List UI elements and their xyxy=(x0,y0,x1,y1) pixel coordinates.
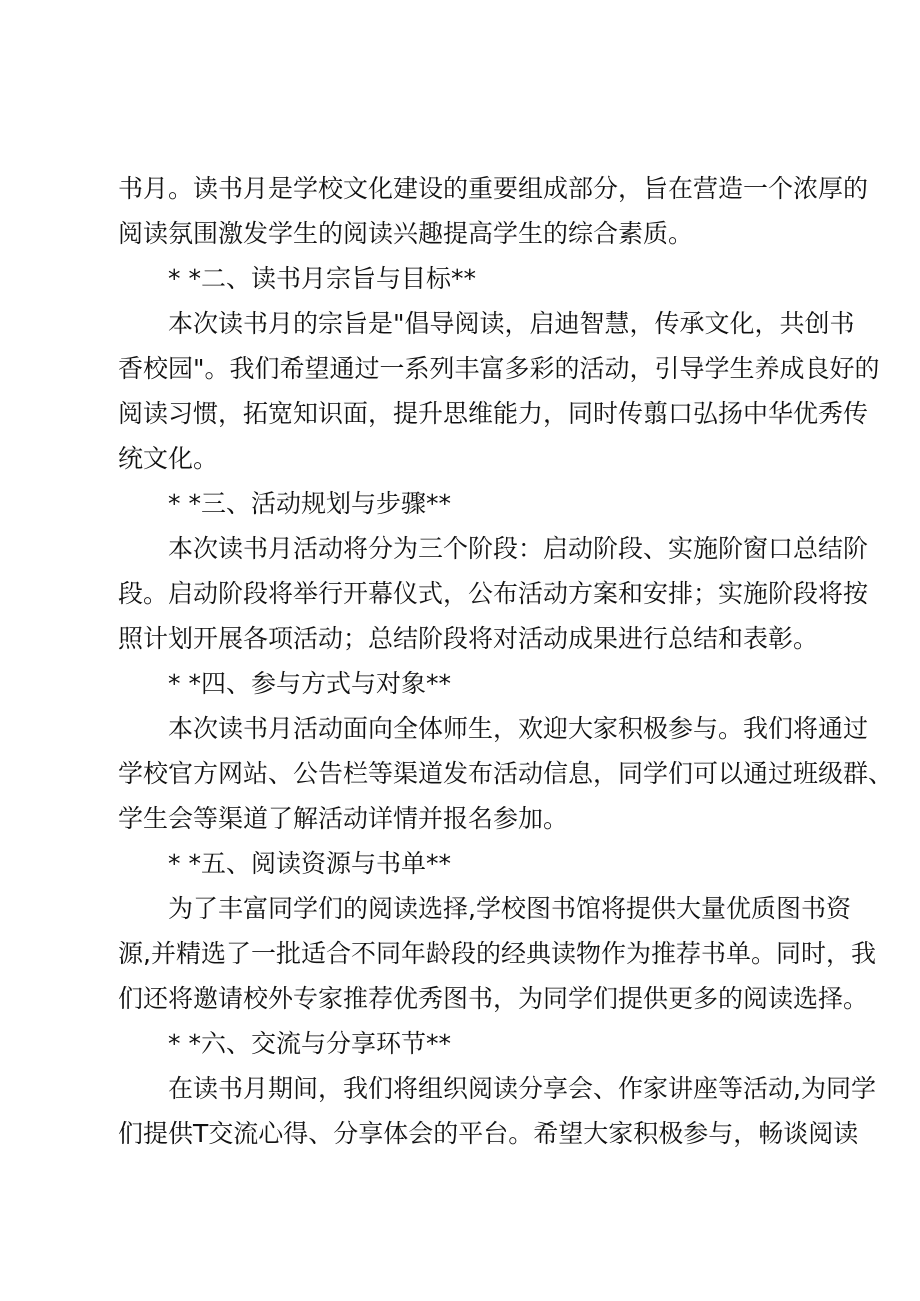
section-heading: * *五、阅读资源与书单** xyxy=(168,849,451,878)
body-line: 源,并精选了一批适合不同年龄段的经典读物作为推荐书单。同时，我 xyxy=(118,939,876,968)
paragraph-first-line: 本次读书月的宗旨是"倡导阅读，启迪智慧，传承文化，共创书 xyxy=(168,309,855,338)
section-heading: * *四、参与方式与对象** xyxy=(168,669,451,698)
paragraph-first-line: 本次读书月活动面向全体师生，欢迎大家积极参与。我们将通过 xyxy=(168,714,869,743)
body-line: 段。启动阶段将举行开幕仪式，公布活动方案和安排；实施阶段将按 xyxy=(118,579,869,608)
body-line: 学校官方网站、公告栏等渠道发布活动信息，同学们可以通过班级群、 xyxy=(118,759,894,788)
body-line: 们提供T交流心得、分享体会的平台。希望大家积极参与，畅谈阅读 xyxy=(118,1119,859,1148)
body-line: 学生会等渠道了解活动详情并报名参加。 xyxy=(118,804,569,833)
body-line: 书月。读书月是学校文化建设的重要组成部分，旨在营造一个浓厚的 xyxy=(118,174,869,203)
body-line: 们还将邀请校外专家推荐优秀图书，为同学们提供更多的阅读选择。 xyxy=(118,984,869,1013)
body-line: 阅读习惯，拓宽知识面，提升思维能力，同时传翦口弘扬中华优秀传 xyxy=(118,399,869,428)
section-heading: * *六、交流与分享环节** xyxy=(168,1029,451,1058)
body-line: 照计划开展各项活动；总结阶段将对活动成果进行总结和表彰。 xyxy=(118,624,819,653)
paragraph-first-line: 为了丰富同学们的阅读选择,学校图书馆将提供大量优质图书资 xyxy=(168,894,851,923)
paragraph-first-line: 本次读书月活动将分为三个阶段：启动阶段、实施阶窗口总结阶 xyxy=(168,534,869,563)
section-heading: * *二、读书月宗旨与目标** xyxy=(168,264,476,293)
body-line: 香校园"。我们希望通过一系列丰富多彩的活动，引导学生养成良好的 xyxy=(118,354,880,383)
body-line: 阅读氛围激发学生的阅读兴趣提高学生的综合素质。 xyxy=(118,219,694,248)
paragraph-first-line: 在读书月期间，我们将组织阅读分享会、作家讲座等活动,为同学 xyxy=(168,1074,876,1103)
body-line: 统文化。 xyxy=(118,444,219,473)
section-heading: * *三、活动规划与步骤** xyxy=(168,489,451,518)
